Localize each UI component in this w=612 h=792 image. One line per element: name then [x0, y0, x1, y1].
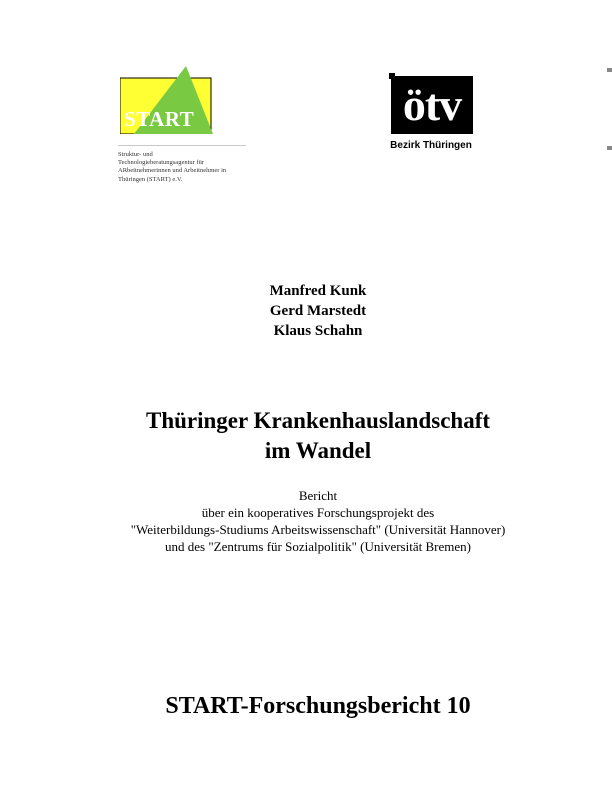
author-name: Gerd Marstedt	[269, 303, 367, 319]
report-line: über ein kooperatives Forschungsprojekt des	[201, 505, 435, 520]
otv-subtitle: Bezirk Thüringen	[390, 140, 472, 151]
start-caption-line: Struktur- und	[118, 151, 153, 158]
start-wordmark: START	[124, 107, 195, 131]
document-title	[0, 406, 612, 466]
page-edge-mark	[607, 146, 612, 150]
report-line: "Weiterbildungs-Studiums Arbeitswissenschaft" (Universität Hannover)	[130, 522, 506, 537]
start-caption-line: Technologieberatungsagentur für	[118, 159, 204, 167]
start-logo	[120, 66, 215, 134]
title-line: im Wandel	[264, 438, 372, 463]
author-list	[0, 281, 612, 341]
title-line: Thüringer Krankenhauslandschaft	[145, 408, 491, 433]
otv-logo	[391, 76, 473, 134]
report-description	[0, 487, 612, 555]
start-caption-line: ARbeitnehmerinnen und Arbeitnehmer in	[118, 167, 227, 175]
author-name: Manfred Kunk	[269, 283, 367, 299]
author-name: Klaus Schahn	[273, 323, 363, 339]
start-logo-caption	[118, 151, 278, 184]
start-caption-line: Thüringen (START) e.V.	[118, 175, 183, 183]
page-edge-mark	[607, 68, 612, 72]
report-line: Bericht	[298, 488, 338, 503]
start-logo-rule	[118, 145, 246, 146]
report-line: und des "Zentrums für Sozialpolitik" (Universität Bremen)	[165, 539, 471, 554]
otv-wordmark: ötv	[402, 79, 462, 130]
series-title: START-Forschungsbericht 10	[165, 693, 471, 719]
